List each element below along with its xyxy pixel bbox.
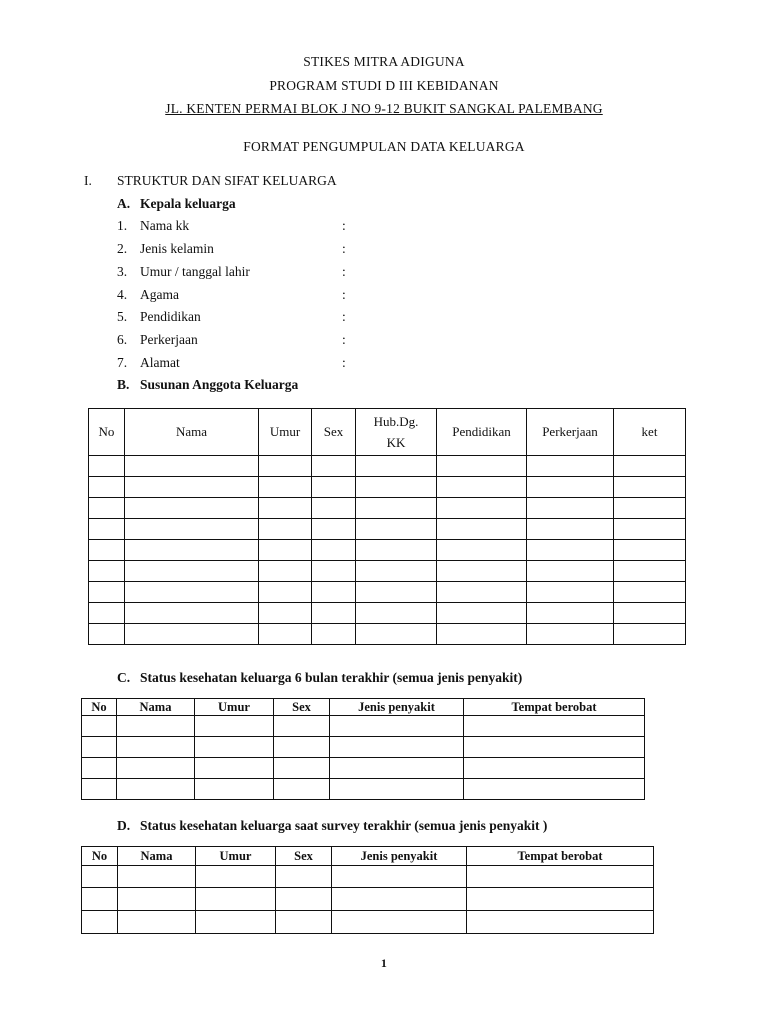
field-number: 3. xyxy=(117,264,128,279)
table-cell[interactable] xyxy=(82,888,118,911)
table-cell[interactable] xyxy=(89,561,125,582)
table-cell[interactable] xyxy=(464,716,645,737)
table-cell[interactable] xyxy=(259,624,312,645)
field-colon: : xyxy=(342,309,346,324)
table-cell[interactable] xyxy=(527,603,614,624)
table-cell[interactable] xyxy=(125,561,259,582)
table-cell[interactable] xyxy=(614,540,686,561)
table-cell[interactable] xyxy=(125,540,259,561)
table-cell[interactable] xyxy=(89,603,125,624)
column-header: Umur xyxy=(195,699,274,716)
field-colon: : xyxy=(342,332,346,347)
column-header: Nama xyxy=(117,699,195,716)
health-status-6-months-table xyxy=(81,698,645,800)
table-cell[interactable] xyxy=(437,624,527,645)
subsection-b-title: Susunan Anggota Keluarga xyxy=(140,377,299,392)
table-cell[interactable] xyxy=(464,779,645,800)
table-cell[interactable] xyxy=(195,758,274,779)
table-cell[interactable] xyxy=(330,779,464,800)
table-cell[interactable] xyxy=(614,603,686,624)
table-row xyxy=(89,624,686,645)
table-row xyxy=(82,779,645,800)
table-cell[interactable] xyxy=(614,498,686,519)
table-cell[interactable] xyxy=(527,582,614,603)
table-cell[interactable] xyxy=(437,498,527,519)
table-cell[interactable] xyxy=(274,779,330,800)
table-cell[interactable] xyxy=(82,911,118,934)
table-cell[interactable] xyxy=(467,911,654,934)
field-number: 6. xyxy=(117,332,128,347)
table-row xyxy=(82,716,645,737)
table-cell[interactable] xyxy=(195,716,274,737)
table-cell[interactable] xyxy=(527,624,614,645)
table-cell[interactable] xyxy=(330,758,464,779)
column-header: Tempat berobat xyxy=(467,847,654,866)
table-cell[interactable] xyxy=(125,477,259,498)
table-cell[interactable] xyxy=(312,624,356,645)
table-cell[interactable] xyxy=(82,716,117,737)
table-cell[interactable] xyxy=(125,624,259,645)
table-cell[interactable] xyxy=(356,624,437,645)
table-cell[interactable] xyxy=(259,477,312,498)
column-header: Umur xyxy=(196,847,276,866)
column-header: Umur xyxy=(259,409,312,456)
table-row xyxy=(82,758,645,779)
field-colon: : xyxy=(342,264,346,279)
table-row xyxy=(89,582,686,603)
table-cell[interactable] xyxy=(125,498,259,519)
table-cell[interactable] xyxy=(332,866,467,888)
table-cell[interactable] xyxy=(527,456,614,477)
subsection-a-title: Kepala keluarga xyxy=(140,196,236,211)
table-cell[interactable] xyxy=(467,888,654,911)
table-cell[interactable] xyxy=(118,911,196,934)
table-row xyxy=(89,561,686,582)
table-cell[interactable] xyxy=(259,540,312,561)
column-header: Nama xyxy=(118,847,196,866)
column-header: Jenis penyakit xyxy=(330,699,464,716)
table-row xyxy=(89,456,686,477)
table-cell[interactable] xyxy=(614,456,686,477)
field-label: Alamat xyxy=(140,355,180,370)
table-cell[interactable] xyxy=(118,866,196,888)
table-cell[interactable] xyxy=(312,603,356,624)
table-cell[interactable] xyxy=(89,498,125,519)
table-cell[interactable] xyxy=(437,456,527,477)
table-cell[interactable] xyxy=(332,888,467,911)
table-cell[interactable] xyxy=(437,582,527,603)
table-cell[interactable] xyxy=(464,737,645,758)
table-cell[interactable] xyxy=(259,498,312,519)
table-cell[interactable] xyxy=(332,911,467,934)
table-row xyxy=(89,519,686,540)
table-cell[interactable] xyxy=(276,866,332,888)
table-cell[interactable] xyxy=(467,866,654,888)
field-label: Nama kk xyxy=(140,218,190,233)
field-number: 1. xyxy=(117,218,128,233)
table-cell[interactable] xyxy=(312,561,356,582)
column-header: Nama xyxy=(125,409,259,456)
table-cell[interactable] xyxy=(117,758,195,779)
table-cell[interactable] xyxy=(437,603,527,624)
field-label: Agama xyxy=(140,287,179,302)
table-cell[interactable] xyxy=(89,456,125,477)
column-header: Pendidikan xyxy=(437,409,527,456)
table-cell[interactable] xyxy=(89,624,125,645)
table-cell[interactable] xyxy=(274,737,330,758)
table-row xyxy=(82,737,645,758)
table-cell[interactable] xyxy=(614,582,686,603)
table-cell[interactable] xyxy=(196,911,276,934)
table-row xyxy=(82,866,654,888)
column-header: Sex xyxy=(276,847,332,866)
field-label: Umur / tanggal lahir xyxy=(140,264,250,279)
table-cell[interactable] xyxy=(82,779,117,800)
table-cell[interactable] xyxy=(437,561,527,582)
table-cell[interactable] xyxy=(614,624,686,645)
table-cell[interactable] xyxy=(82,737,117,758)
table-cell[interactable] xyxy=(527,540,614,561)
table-cell[interactable] xyxy=(259,603,312,624)
table-cell[interactable] xyxy=(437,540,527,561)
table-row xyxy=(82,911,654,934)
column-header-line: KK xyxy=(386,435,406,450)
table-cell[interactable] xyxy=(437,519,527,540)
document-title: FORMAT PENGUMPULAN DATA KELUARGA xyxy=(243,139,525,154)
table-cell[interactable] xyxy=(527,561,614,582)
field-label: Perkerjaan xyxy=(140,332,198,347)
table-cell[interactable] xyxy=(356,582,437,603)
table-cell[interactable] xyxy=(312,540,356,561)
table-cell[interactable] xyxy=(117,716,195,737)
field-colon: : xyxy=(342,218,346,233)
table-cell[interactable] xyxy=(118,888,196,911)
table-cell[interactable] xyxy=(89,477,125,498)
column-header: No xyxy=(82,847,118,866)
table-cell[interactable] xyxy=(125,456,259,477)
column-header-line: Hub.Dg. xyxy=(373,414,419,429)
table-cell[interactable] xyxy=(89,582,125,603)
table-cell[interactable] xyxy=(356,519,437,540)
column-header: No xyxy=(89,409,125,456)
table-cell[interactable] xyxy=(527,498,614,519)
column-header: Perkerjaan xyxy=(527,409,614,456)
table-cell[interactable] xyxy=(89,540,125,561)
subsection-a-letter: A. xyxy=(117,196,131,211)
table-row xyxy=(89,498,686,519)
table-cell[interactable] xyxy=(527,477,614,498)
table-cell[interactable] xyxy=(196,866,276,888)
table-cell[interactable] xyxy=(464,758,645,779)
institution-name: STIKES MITRA ADIGUNA xyxy=(303,54,465,69)
table-cell[interactable] xyxy=(312,519,356,540)
field-label: Jenis kelamin xyxy=(140,241,214,256)
table-cell[interactable] xyxy=(259,519,312,540)
table-row xyxy=(89,603,686,624)
subsection-d-title: Status kesehatan keluarga saat survey terakhir (semua jenis penyakit ) xyxy=(140,818,548,833)
field-colon: : xyxy=(342,355,346,370)
column-header: Sex xyxy=(312,409,356,456)
family-members-table xyxy=(88,408,686,645)
subsection-b-letter: B. xyxy=(117,377,130,392)
table-cell[interactable] xyxy=(82,758,117,779)
table-cell[interactable] xyxy=(614,561,686,582)
program-name: PROGRAM STUDI D III KEBIDANAN xyxy=(269,78,499,93)
table-header-row xyxy=(82,699,645,716)
table-cell[interactable] xyxy=(259,561,312,582)
table-cell[interactable] xyxy=(312,498,356,519)
table-cell[interactable] xyxy=(356,498,437,519)
table-header-row xyxy=(89,409,686,456)
table-cell[interactable] xyxy=(312,456,356,477)
subsection-c-letter: C. xyxy=(117,670,131,685)
institution-address: JL. KENTEN PERMAI BLOK J NO 9-12 BUKIT SANGKAL PALEMBANG xyxy=(165,101,603,116)
table-cell[interactable] xyxy=(259,582,312,603)
table-cell[interactable] xyxy=(89,519,125,540)
table-cell[interactable] xyxy=(125,603,259,624)
table-cell[interactable] xyxy=(437,477,527,498)
table-cell[interactable] xyxy=(330,737,464,758)
subsection-c-title: Status kesehatan keluarga 6 bulan terakhir (semua jenis penyakit) xyxy=(140,670,523,685)
column-header: Sex xyxy=(274,699,330,716)
table-cell[interactable] xyxy=(312,582,356,603)
field-label: Pendidikan xyxy=(140,309,201,324)
health-status-survey-table xyxy=(81,846,654,934)
table-cell[interactable] xyxy=(195,779,274,800)
table-row xyxy=(89,540,686,561)
table-cell[interactable] xyxy=(117,737,195,758)
table-row xyxy=(89,477,686,498)
table-cell[interactable] xyxy=(276,888,332,911)
table-row xyxy=(82,888,654,911)
table-cell[interactable] xyxy=(274,716,330,737)
table-cell[interactable] xyxy=(274,758,330,779)
field-number: 5. xyxy=(117,309,128,324)
table-cell[interactable] xyxy=(82,866,118,888)
table-cell[interactable] xyxy=(125,519,259,540)
table-cell[interactable] xyxy=(356,477,437,498)
column-header-relationship xyxy=(356,409,437,456)
table-cell[interactable] xyxy=(356,603,437,624)
field-number: 4. xyxy=(117,287,128,302)
table-cell[interactable] xyxy=(195,737,274,758)
field-number: 7. xyxy=(117,355,128,370)
field-colon: : xyxy=(342,241,346,256)
table-cell[interactable] xyxy=(614,477,686,498)
page-number: 1 xyxy=(380,956,388,970)
table-cell[interactable] xyxy=(117,779,195,800)
table-cell[interactable] xyxy=(527,519,614,540)
table-cell[interactable] xyxy=(356,561,437,582)
table-cell[interactable] xyxy=(356,540,437,561)
table-cell[interactable] xyxy=(356,456,437,477)
section-title: STRUKTUR DAN SIFAT KELUARGA xyxy=(117,173,337,188)
subsection-d-letter: D. xyxy=(117,818,131,833)
table-cell[interactable] xyxy=(312,477,356,498)
table-cell[interactable] xyxy=(125,582,259,603)
column-header: Tempat berobat xyxy=(464,699,645,716)
field-colon: : xyxy=(342,287,346,302)
table-cell[interactable] xyxy=(259,456,312,477)
table-cell[interactable] xyxy=(614,519,686,540)
column-header: ket xyxy=(614,409,686,456)
field-number: 2. xyxy=(117,241,128,256)
table-header-row xyxy=(82,847,654,866)
table-cell[interactable] xyxy=(276,911,332,934)
section-number: I. xyxy=(84,173,92,188)
column-header: Jenis penyakit xyxy=(332,847,467,866)
column-header: No xyxy=(82,699,117,716)
table-cell[interactable] xyxy=(196,888,276,911)
table-cell[interactable] xyxy=(330,716,464,737)
